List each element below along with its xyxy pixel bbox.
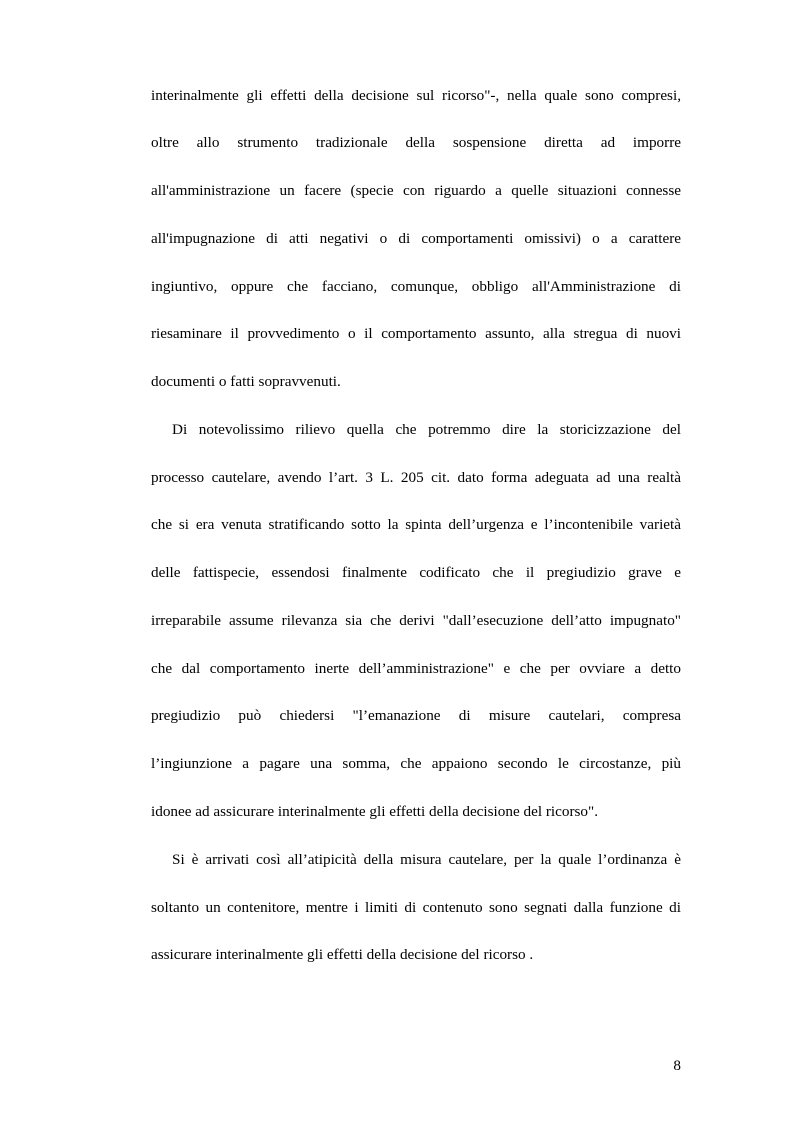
text-line: soltanto un contenitore, mentre i limiti di contenuto sono segnati dalla funzione di: [151, 899, 681, 916]
text-line: pregiudizio può chiedersi "l’emanazione di misure cautelari, compresa: [151, 707, 681, 724]
text-line: documenti o fatti sopravvenuti.: [151, 373, 341, 390]
text-line: l’ingiunzione a pagare una somma, che appaiono secondo le circostanze, più: [151, 755, 681, 772]
text-line: ingiuntivo, oppure che facciano, comunque, obbligo all'Amministrazione di: [151, 278, 681, 295]
text-line: riesaminare il provvedimento o il comportamento assunto, alla stregua di nuovi: [151, 325, 681, 342]
text-line: delle fattispecie, essendosi finalmente codificato che il pregiudizio grave e: [151, 564, 681, 581]
text-line: che si era venuta stratificando sotto la spinta dell’urgenza e l’incontenibile varietà: [151, 516, 681, 533]
text-line: processo cautelare, avendo l’art. 3 L. 205 cit. dato forma adeguata ad una realtà: [151, 469, 681, 486]
text-line: interinalmente gli effetti della decisione sul ricorso"-, nella quale sono compresi,: [151, 87, 681, 104]
paragraph-first-line: Si è arrivati così all’atipicità della misura cautelare, per la quale l’ordinanza è: [172, 851, 681, 868]
page-number: 8: [673, 1057, 681, 1074]
text-line: oltre allo strumento tradizionale della sospensione diretta ad imporre: [151, 134, 681, 151]
text-line: all'amministrazione un facere (specie con riguardo a quelle situazioni connesse: [151, 182, 681, 199]
paragraph-first-line: Di notevolissimo rilievo quella che potremmo dire la storicizzazione del: [172, 421, 681, 438]
text-line: irreparabile assume rilevanza sia che derivi "dall’esecuzione dell’atto impugnato": [151, 612, 681, 629]
text-line: all'impugnazione di atti negativi o di comportamenti omissivi) o a carattere: [151, 230, 681, 247]
text-line: idonee ad assicurare interinalmente gli effetti della decisione del ricorso".: [151, 803, 599, 820]
text-line: assicurare interinalmente gli effetti della decisione del ricorso .: [151, 946, 534, 963]
text-line: che dal comportamento inerte dell’amministrazione" e che per ovviare a detto: [151, 660, 681, 677]
